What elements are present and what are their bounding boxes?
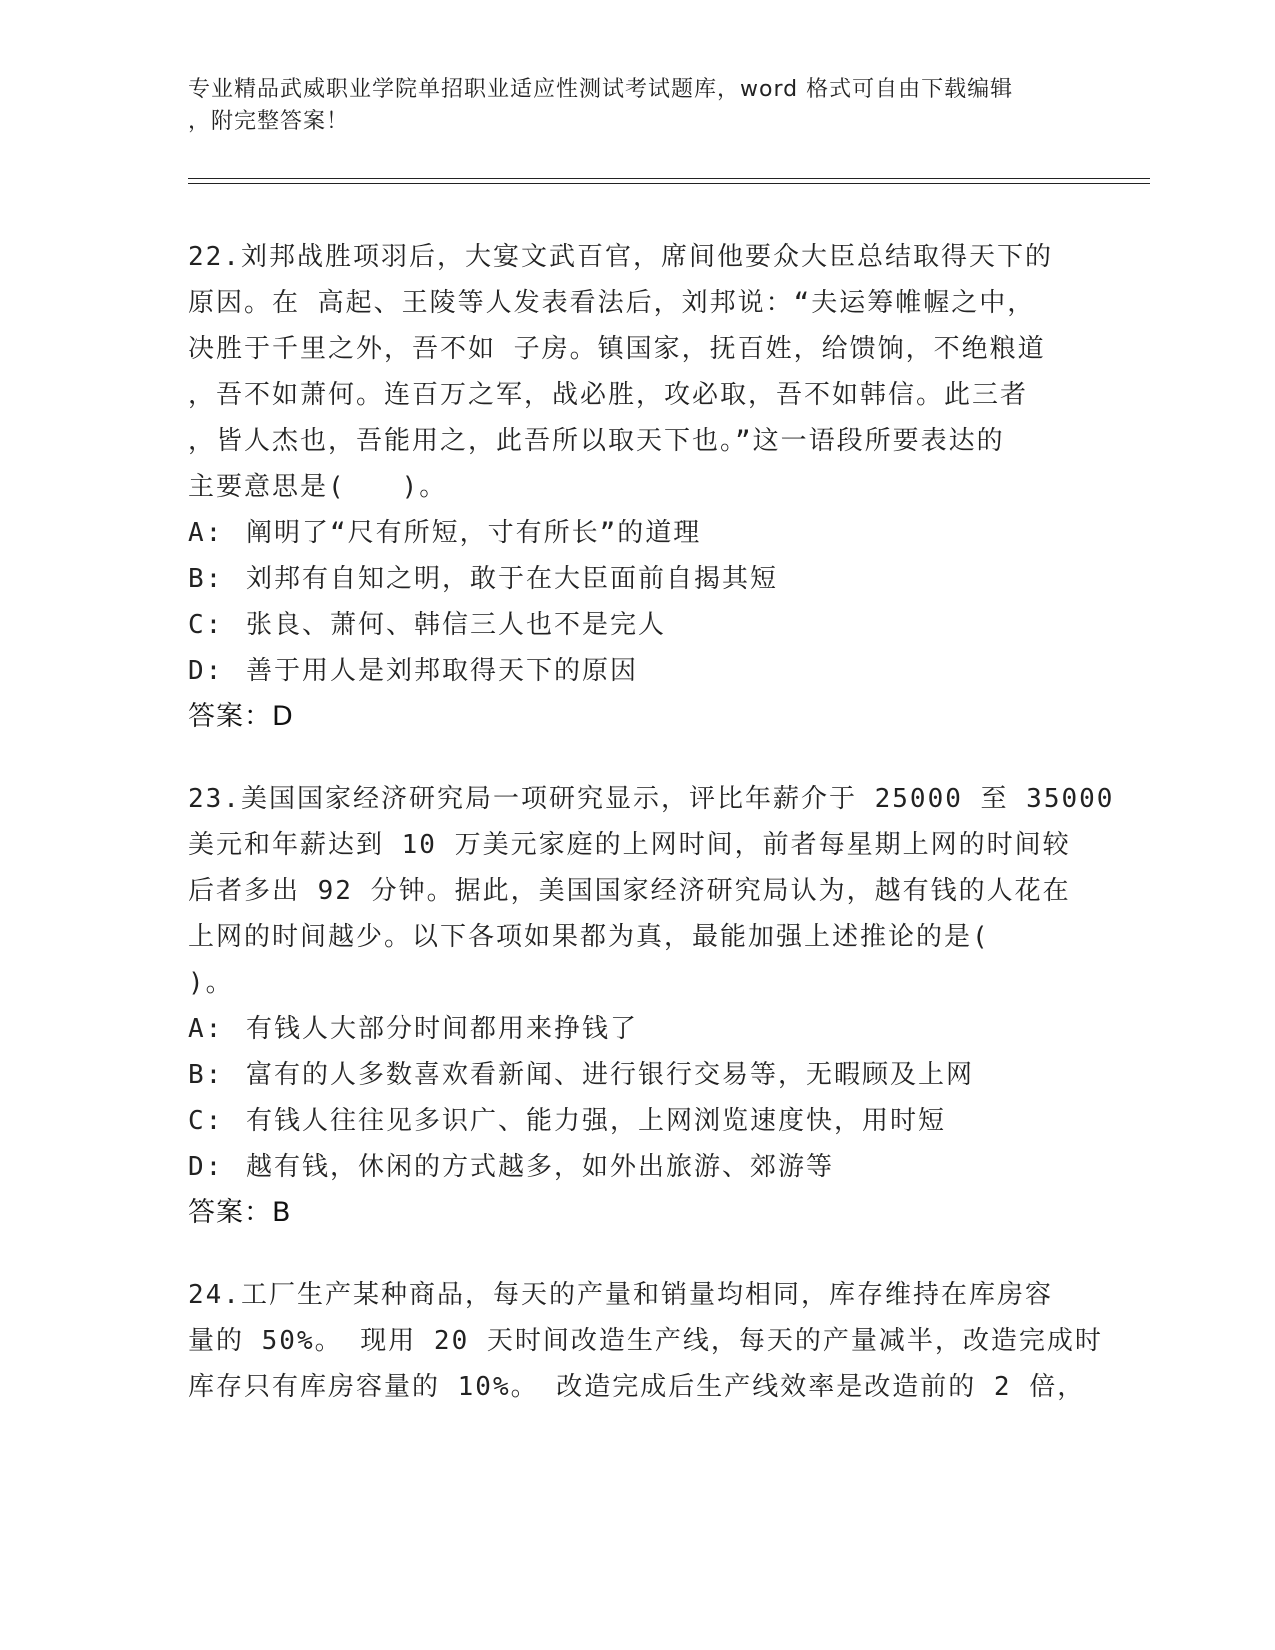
option-d: [188, 1144, 1088, 1190]
option-text: 有钱人大部分时间都用来挣钱了: [246, 1014, 639, 1044]
option-text: 张良、萧何、韩信三人也不是完人: [246, 610, 667, 640]
option-c: [188, 1098, 1088, 1144]
option-letter: A:: [188, 518, 224, 548]
page-header: [188, 74, 1068, 138]
stem-line: 决胜于千里之外，吾不如 子房。镇国家，抚百姓，给馈饷，不绝粮道: [188, 334, 1046, 364]
option-d: [188, 648, 1088, 694]
stem-line: 美元和年薪达到 10 万美元家庭的上网时间，前者每星期上网的时间较: [188, 830, 1071, 860]
question-stem: [188, 776, 1115, 1006]
option-letter: C:: [188, 1106, 224, 1136]
stem-line: )。: [188, 968, 234, 998]
option-letter: B:: [188, 1060, 224, 1090]
option-text: 刘邦有自知之明，敢于在大臣面前自揭其短: [246, 564, 779, 594]
header-line-2: ，附完整答案！: [188, 109, 350, 134]
option-letter: B:: [188, 564, 224, 594]
stem-line: 23.美国国家经济研究局一项研究显示，评比年薪介于 25000 至 35000: [188, 784, 1115, 814]
header-rule-bottom: [188, 183, 1150, 184]
question-22: [188, 234, 1088, 740]
option-text: 阐明了“尺有所短，寸有所长”的道理: [246, 518, 702, 548]
question-list: [188, 234, 1115, 1446]
option-text: 富有的人多数喜欢看新闻、进行银行交易等，无暇顾及上网: [246, 1060, 975, 1090]
header-line-1: 专业精品武威职业学院单招职业适应性测试考试题库，word 格式可自由下载编辑: [188, 77, 1014, 102]
option-text: 善于用人是刘邦取得天下的原因: [246, 656, 639, 686]
option-a: [188, 1006, 1088, 1052]
stem-line: ，皆人杰也，吾能用之，此吾所以取天下也。”这一语段所要表达的: [188, 426, 1005, 456]
stem-line: 主要意思是( )。: [188, 472, 448, 502]
question-24: [188, 1272, 1103, 1410]
option-text: 越有钱，休闲的方式越多，如外出旅游、郊游等: [246, 1152, 835, 1182]
stem-line: 24.工厂生产某种商品，每天的产量和销量均相同，库存维持在库房容: [188, 1280, 1053, 1310]
answer-line: 答案：D: [188, 701, 294, 732]
option-letter: A:: [188, 1014, 224, 1044]
option-letter: D:: [188, 1152, 224, 1182]
question-23: [188, 776, 1115, 1236]
header-rule-top: [188, 178, 1150, 179]
stem-line: ，吾不如萧何。连百万之军，战必胜，攻必取，吾不如韩信。此三者: [188, 380, 1029, 410]
option-b: [188, 1052, 1088, 1098]
option-letter: D:: [188, 656, 224, 686]
option-b: [188, 556, 1088, 602]
stem-line: 量的 50%。 现用 20 天时间改造生产线，每天的产量减半，改造完成时: [188, 1326, 1103, 1356]
question-stem: [188, 234, 1088, 510]
stem-line: 后者多出 92 分钟。据此，美国国家经济研究局认为，越有钱的人花在: [188, 876, 1071, 906]
answer-line: 答案：B: [188, 1197, 292, 1228]
option-letter: C:: [188, 610, 224, 640]
question-stem: [188, 1272, 1103, 1410]
option-c: [188, 602, 1088, 648]
stem-line: 原因。在 高起、王陵等人发表看法后，刘邦说：“夫运筹帷幄之中，: [188, 288, 1036, 318]
option-text: 有钱人往往见多识广、能力强，上网浏览速度快，用时短: [246, 1106, 947, 1136]
stem-line: 上网的时间越少。以下各项如果都为真，最能加强上述推论的是(: [188, 922, 990, 952]
stem-line: 22.刘邦战胜项羽后，大宴文武百官，席间他要众大臣总结取得天下的: [188, 242, 1053, 272]
stem-line: 库存只有库房容量的 10%。 改造完成后生产线效率是改造前的 2 倍，: [188, 1372, 1086, 1402]
option-a: [188, 510, 1088, 556]
